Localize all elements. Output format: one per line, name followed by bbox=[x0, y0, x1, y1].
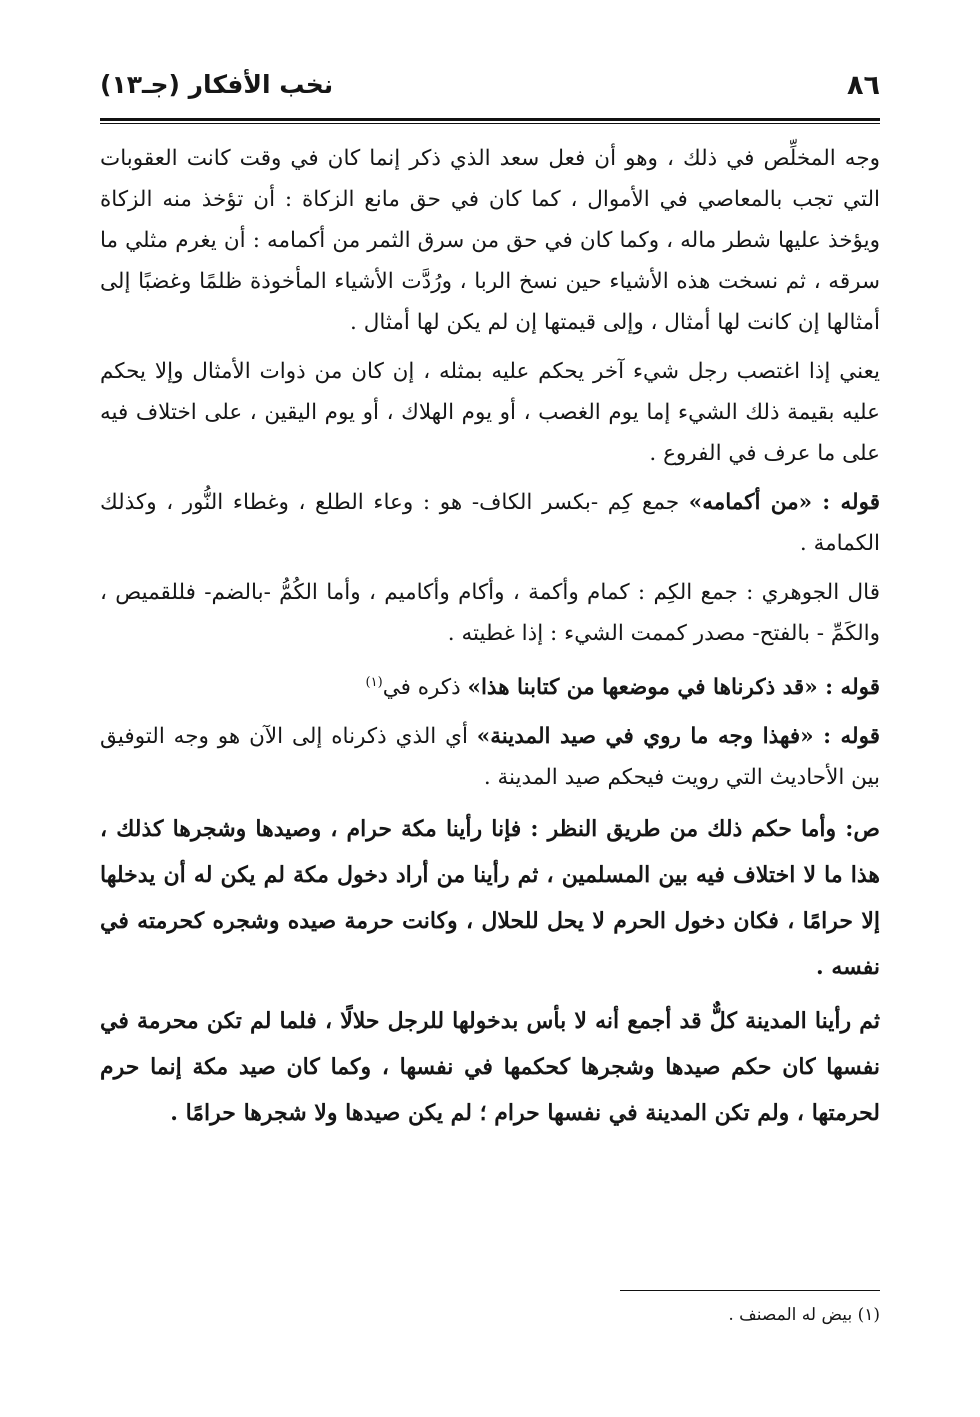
paragraph-text: أي الذي ذكرناه إلى الآن هو وجه التوفيق بين الأحاديث التي رويت فيحكم صيد المدينة . bbox=[100, 724, 880, 791]
quoted-phrase: قوله : «قد ذكرناها في موضعها من كتابنا هذا» bbox=[467, 675, 880, 701]
header-rule-thin bbox=[100, 123, 880, 124]
footnote: (١) بيض له المصنف . bbox=[728, 1305, 880, 1325]
quoted-phrase: قوله : «من أكمامه» bbox=[688, 490, 880, 515]
header-rule-thick bbox=[100, 118, 880, 121]
page-body bbox=[100, 138, 880, 1144]
paragraph-text: جمع كِم -بكسر الكاف- هو : وعاء الطلع ، وغطاء النُّور ، وكذلك الكمامة . bbox=[100, 490, 880, 556]
paragraph bbox=[100, 351, 880, 474]
bold-paragraph bbox=[100, 806, 880, 990]
page-number: ٨٦ bbox=[847, 70, 880, 101]
paragraph bbox=[100, 662, 880, 708]
paragraph-text: ص: وأما حكم ذلك من طريق النظر : فإنا رأينا مكة حرام ، وصيدها وشجرها كذلك ، هذا ما لا اختلاف فيه بين المسلمين ، ثم رأينا من أراد دخول مكة لم يكن له أن يدخلها إلا حرامًا ، فكان دخول الحرم لا يحل للحلال ، وكانت حرمة صيده وشجره كحرمته في نفسه . bbox=[100, 816, 880, 981]
bold-paragraph bbox=[100, 998, 880, 1136]
paragraph-text: قال الجوهري : جمع الكِم : كمام وأكمة ، وأكام وأكاميم ، وأما الكُمُّ -بالضم- فللقميص ، والكَمِّ - بالفتح- مصدر كممت الشيء : إذا غطيته . bbox=[100, 580, 880, 646]
paragraph-text: ذكره في bbox=[382, 675, 468, 701]
footnote-separator bbox=[620, 1290, 880, 1291]
page-header bbox=[100, 70, 880, 116]
quoted-phrase: قوله : «فهذا وجه ما روي في صيد المدينة» bbox=[476, 724, 880, 750]
paragraph bbox=[100, 716, 880, 798]
paragraph-text: وجه المخلِّص في ذلك ، وهو أن فعل سعد الذي ذكر إنما كان في وقت كانت العقوبات التي تجب بالمعاصي في الأموال ، كما كان في حق مانع الزكاة : أن تؤخذ منه الزكاة ويؤخذ عليها شطر ماله ، وكما كان في حق من سرق الثمر من أكمامه : أن يغرم مثلي ما سرقه ، ثم نسخت هذه الأشياء حين نسخ الربا ، ورُدَّت الأشياء المأخوذة ظلمًا وغضبًا إلى أمثالها إن كانت لها أمثال ، وإلى قيمتها إن لم يكن لها أمثال . bbox=[100, 146, 880, 335]
running-title: نخب الأفكار (جـ١٣) bbox=[100, 70, 334, 99]
paragraph-text: يعني إذا اغتصب رجل شيء آخر يحكم عليه بمثله ، إن كان من ذوات الأمثال وإلا يحكم عليه بقيمة ذلك الشيء إما يوم الغصب ، أو يوم الهلاك ، أو يوم اليقين ، على اختلاف فيه على ما عرف في الفروع . bbox=[100, 359, 880, 466]
footnote-reference: (١) bbox=[365, 675, 383, 690]
paragraph-text: ثم رأينا المدينة كلٌّ قد أجمع أنه لا بأس بدخولها للرجل حلالًا ، فلما لم تكن محرمة في نفسها كان حكم صيدها وشجرها كحكمها في نفسها ، وكما كان صيد مكة إنما حرم لحرمتها ، ولم تكن المدينة في نفسها حرام ؛ لم يكن صيدها ولا شجرها حرامًا . bbox=[100, 1008, 880, 1127]
paragraph bbox=[100, 482, 880, 564]
paragraph bbox=[100, 572, 880, 654]
paragraph bbox=[100, 138, 880, 343]
